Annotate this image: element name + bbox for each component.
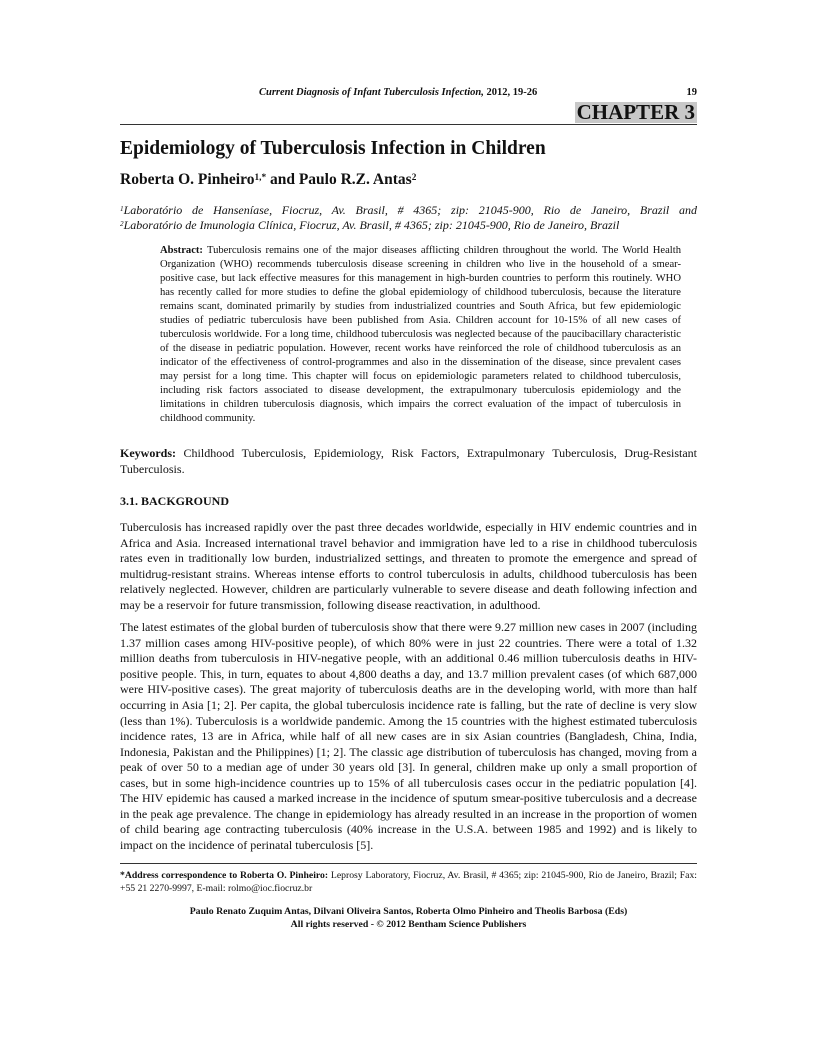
authors-joiner: and [266,171,299,188]
page-footer [120,905,697,931]
author-name: Paulo R.Z. Antas [298,171,412,188]
affiliation [120,203,697,218]
affiliations [120,203,697,233]
journal-title: Current Diagnosis of Infant Tuberculosis Infection, [259,87,484,98]
chapter-label: CHAPTER 3 [576,100,695,124]
abstract-text: Tuberculosis remains one of the major diseases afflicting children throughout the world. The World Health Organization (WHO) recommends tuberculosis disease screening in children who live in the household of a smear-positive case, but lack effective measures for this management in high-burden countries to perform this routinely. WHO has recently called for more studies to define the global epidemiology of childhood tuberculosis, because the literature remains scant, dominated primarily by studies from industrialized countries and South Africa, but few epidemiologic studies of pediatric tuberculosis have been published from Asia. Children account for 10-15% of all new cases of tuberculosis worldwide. For a long time, childhood tuberculosis was neglected because of the paucibacillary characteristic of the disease in pediatric population. However, recent works have reinforced the role of childhood tuberculosis as an indicator of the effectiveness of control-programmes and also in the dissemination of the disease, since prevalent cases may persist for a long time. This chapter will focus on epidemiologic parameters related to childhood tuberculosis, including risk factors associated to disease development, the extrapulmonary tuberculosis epidemiology and the limitations in children tuberculosis diagnosis, which impairs the correct evaluation of the impact of tuberculosis in childhood community. [160,245,681,424]
copyright-line: All rights reserved - © 2012 Bentham Science Publishers [290,919,527,931]
footnote-divider [120,863,697,864]
journal-details: 2012, 19-26 [483,87,538,98]
page [120,0,697,931]
keywords [120,445,697,477]
affiliation-mark: 1 [120,205,124,214]
page-number: 19 [686,87,697,98]
author-name: Roberta O. Pinheiro [120,171,255,188]
section-heading: 3.1. BACKGROUND [120,494,230,508]
footnote-text: Leprosy Laboratory, Fiocruz, Av. Brasil, # 4365; zip: 21045-900, Rio de Janeiro, Brazil; Fax: +55 21 2270-9997, E-mail: rolmo@ioc.fiocruz.br [120,870,697,895]
running-head [120,86,697,99]
chapter-title: Epidemiology of Tuberculosis Infection in Children [120,138,546,159]
editors-line: Paulo Renato Zuquim Antas, Dilvani Oliveira Santos, Roberta Olmo Pinheiro and Theolis Barbosa (Eds) [189,906,628,918]
abstract [160,244,681,426]
header-divider [120,124,697,125]
correspondence-footnote [120,869,697,895]
abstract-label: Abstract: [160,245,203,256]
affiliation-mark: 2 [120,220,124,229]
body-paragraph: Tuberculosis has increased rapidly over the past three decades worldwide, especially in HIV endemic countries and in Africa and Asia. Increased international travel behavior and immigration have led to a rise in childhood tuberculosis rates even in traditionally low burden, industrialized settings, and threaten to promote the emergence and spread of multidrug-resistant strains. Whereas intense efforts to control tuberculosis in adults, childhood tuberculosis has been relatively neglected. However, children are particularly vulnerable to severe disease and death following infection and may be a reservoir for future transmission, following disease reactivation, in adulthood. [120,520,697,612]
authors [120,170,697,189]
body-paragraph: The latest estimates of the global burden of tuberculosis show that there were 9.27 million new cases in 2007 (including 1.37 million cases among HIV-positive people), of which 80% were in just 22 countries. There were a total of 1.32 million deaths from tuberculosis in HIV-negative people, with an additional 0.46 million tuberculosis deaths in HIV-positive people. This, in turn, equates to about 4,800 deaths a day, and 13.7 million prevalent cases (of which 687,000 were HIV-positive cases). The great majority of tuberculosis deaths are in the developing world, with more than half occurring in Asia [1; 2]. Per capita, the global tuberculosis incidence rate is falling, but the rate of decline is very slow (less than 1%). Tuberculosis is a worldwide pandemic. Among the 15 countries with the highest estimated tuberculosis incidence rates, 13 are in Africa, while half of all new cases are in six Asian countries (Bangladesh, China, India, Indonesia, Pakistan and the Philippines) [1; 2]. The classic age distribution of tuberculosis has changed, moving from a peak of over 50 to a median age of under 30 years old [3]. In general, children make up only a small proportion of cases, but in some high-incidence countries up to 15% of all tuberculosis cases occur in the pediatric population [4]. The HIV epidemic has caused a marked increase in the incidence of sputum smear-positive tuberculosis and a decrease in the peak age prevalence. The change in epidemiology has already resulted in an increase in the proportion of women of child bearing age contracting tuberculosis (40% increase in the U.S.A. between 1985 and 1992) and is likely to impact on the incidence of perinatal tuberculosis [5]. [120,620,697,852]
author-affiliation-mark: 2 [411,173,417,184]
author-affiliation-mark: 1,* [254,173,267,184]
keywords-label: Keywords: [120,446,176,460]
footnote-label: *Address correspondence to Roberta O. Pinheiro: [120,870,329,882]
chapter-row [120,102,697,124]
affiliation-text: Laboratório de Hanseníase, Fiocruz, Av. Brasil, # 4365; zip: 21045-900, Rio de Janeiro, Brazil and [123,203,697,217]
keywords-text: Childhood Tuberculosis, Epidemiology, Risk Factors, Extrapulmonary Tuberculosis, Drug-Resistant Tuberculosis. [120,446,697,476]
affiliation-text: Laboratório de Imunologia Clínica, Fiocruz, Av. Brasil, # 4365; zip: 21045-900, Rio de Janeiro, Brazil [123,218,620,232]
affiliation [120,218,697,233]
